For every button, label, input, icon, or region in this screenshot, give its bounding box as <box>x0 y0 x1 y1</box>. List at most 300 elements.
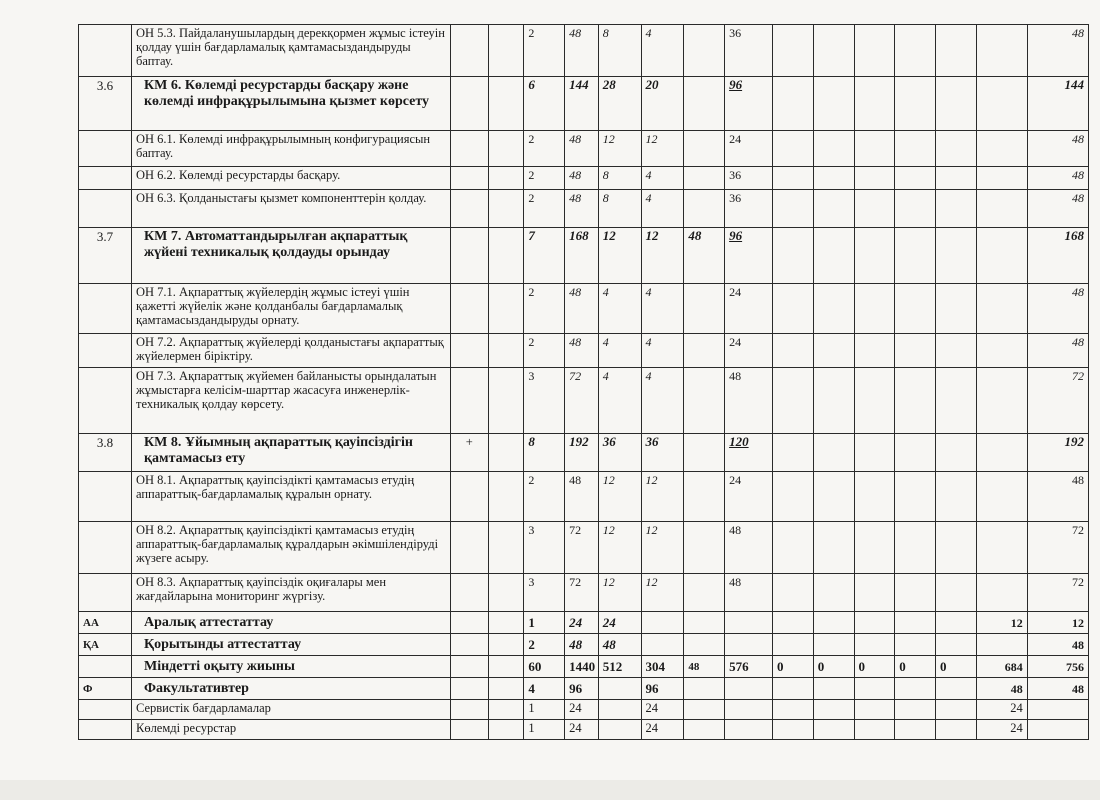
cell <box>488 190 524 228</box>
cell <box>813 131 854 167</box>
cell-credits: 2 <box>524 167 565 190</box>
cell-training: 48 <box>725 522 773 574</box>
table-row <box>79 167 1089 190</box>
cell-total: 48 <box>1027 284 1088 334</box>
cell-lab <box>684 284 725 334</box>
table-row <box>79 284 1089 334</box>
cell <box>895 612 936 634</box>
row-index <box>79 25 132 77</box>
row-index <box>79 656 132 678</box>
cell <box>976 284 1027 334</box>
cell-practice <box>641 612 684 634</box>
row-name: ОН 8.1. Ақпараттық қауіпсіздікті қамтамасыз етудің аппараттық-бағдарламалық құралын орнату. <box>131 472 450 522</box>
cell-practice: 304 <box>641 656 684 678</box>
cell <box>450 656 488 678</box>
cell-hours: 72 <box>565 368 599 434</box>
cell-hours: 192 <box>565 434 599 472</box>
row-index: ҚА <box>79 634 132 656</box>
cell <box>772 284 813 334</box>
cell: 0 <box>772 656 813 678</box>
cell-total: 48 <box>1027 678 1088 700</box>
table-row <box>79 720 1089 740</box>
cell <box>976 522 1027 574</box>
cell <box>936 472 977 522</box>
cell-hours: 48 <box>565 634 599 656</box>
cell <box>450 334 488 368</box>
cell-practice: 24 <box>641 700 684 720</box>
cell-total: 72 <box>1027 522 1088 574</box>
cell <box>813 472 854 522</box>
cell-training <box>725 612 773 634</box>
cell: 24 <box>976 700 1027 720</box>
row-index: 3.8 <box>79 434 132 472</box>
cell <box>450 228 488 284</box>
cell-theory: 4 <box>598 334 641 368</box>
cell <box>936 612 977 634</box>
cell <box>813 334 854 368</box>
cell-hours: 48 <box>565 284 599 334</box>
cell <box>772 678 813 700</box>
cell-credits: 2 <box>524 334 565 368</box>
cell-hours: 48 <box>565 472 599 522</box>
cell-hours: 48 <box>565 334 599 368</box>
cell <box>450 678 488 700</box>
cell <box>772 574 813 612</box>
cell-total: 144 <box>1027 77 1088 131</box>
row-index <box>79 368 132 434</box>
cell <box>813 77 854 131</box>
cell-training <box>725 634 773 656</box>
cell <box>450 720 488 740</box>
row-name: ОН 7.2. Ақпараттық жүйелерді қолданыстағы ақпараттық жүйелермен біріктіру. <box>131 334 450 368</box>
cell <box>854 720 895 740</box>
cell <box>772 131 813 167</box>
cell-credits: 2 <box>524 131 565 167</box>
table-row <box>79 700 1089 720</box>
cell-total: 72 <box>1027 574 1088 612</box>
cell-total: 48 <box>1027 25 1088 77</box>
cell <box>813 612 854 634</box>
cell-training <box>725 678 773 700</box>
cell-lab <box>684 368 725 434</box>
cell-theory <box>598 720 641 740</box>
cell <box>772 612 813 634</box>
cell-lab <box>684 700 725 720</box>
cell <box>976 190 1027 228</box>
cell-theory: 12 <box>598 131 641 167</box>
row-name: КМ 8. Ұйымның ақпараттық қауіпсіздігін қамтамасыз ету <box>131 434 450 472</box>
cell <box>854 228 895 284</box>
cell <box>895 434 936 472</box>
row-name: Аралық аттестаттау <box>131 612 450 634</box>
cell-lab <box>684 131 725 167</box>
cell-total: 48 <box>1027 472 1088 522</box>
cell-total: 192 <box>1027 434 1088 472</box>
table-row <box>79 522 1089 574</box>
cell-hours: 48 <box>565 190 599 228</box>
row-name: Сервистік бағдарламалар <box>131 700 450 720</box>
cell-training: 576 <box>725 656 773 678</box>
cell-practice: 20 <box>641 77 684 131</box>
cell <box>772 77 813 131</box>
cell-total: 48 <box>1027 634 1088 656</box>
cell <box>895 678 936 700</box>
cell <box>895 472 936 522</box>
cell <box>936 634 977 656</box>
cell <box>854 472 895 522</box>
cell <box>772 434 813 472</box>
cell <box>772 522 813 574</box>
cell-practice: 4 <box>641 25 684 77</box>
cell-total: 72 <box>1027 368 1088 434</box>
cell <box>895 720 936 740</box>
cell <box>488 284 524 334</box>
cell <box>450 77 488 131</box>
cell <box>854 678 895 700</box>
table-row <box>79 334 1089 368</box>
cell <box>772 167 813 190</box>
cell-theory: 28 <box>598 77 641 131</box>
cell-training: 24 <box>725 334 773 368</box>
cell-credits: 1 <box>524 720 565 740</box>
cell <box>813 368 854 434</box>
row-index <box>79 131 132 167</box>
cell-training: 36 <box>725 167 773 190</box>
cell-training: 96 <box>725 228 773 284</box>
cell-total <box>1027 700 1088 720</box>
cell-total: 48 <box>1027 131 1088 167</box>
row-name: КМ 6. Көлемді ресурстарды басқару және көлемді инфрақұрылымына қызмет көрсету <box>131 77 450 131</box>
row-name: ОН 8.2. Ақпараттық қауіпсіздікті қамтамасыз етудің аппараттық-бағдарламалық құралдарын әкімшілендіруді жүзеге асыру. <box>131 522 450 574</box>
cell-training: 120 <box>725 434 773 472</box>
cell <box>450 522 488 574</box>
cell-hours: 48 <box>565 25 599 77</box>
cell <box>936 434 977 472</box>
cell-hours: 144 <box>565 77 599 131</box>
cell <box>854 190 895 228</box>
cell-training: 96 <box>725 77 773 131</box>
cell <box>488 472 524 522</box>
cell <box>488 25 524 77</box>
cell <box>488 368 524 434</box>
cell <box>976 131 1027 167</box>
cell <box>772 472 813 522</box>
cell <box>488 522 524 574</box>
cell <box>895 334 936 368</box>
cell <box>936 284 977 334</box>
cell-practice <box>641 634 684 656</box>
cell <box>450 25 488 77</box>
cell <box>895 284 936 334</box>
cell <box>895 131 936 167</box>
row-name: ОН 8.3. Ақпараттық қауіпсіздік оқиғалары мен жағдайларына мониторинг жүргізу. <box>131 574 450 612</box>
row-name: ОН 6.1. Көлемді инфрақұрылымның конфигурациясын баптау. <box>131 131 450 167</box>
cell-training: 36 <box>725 190 773 228</box>
cell-lab <box>684 434 725 472</box>
cell-lab <box>684 720 725 740</box>
cell <box>488 656 524 678</box>
cell: 0 <box>936 656 977 678</box>
cell-theory: 8 <box>598 25 641 77</box>
cell <box>976 472 1027 522</box>
row-index <box>79 284 132 334</box>
cell-practice: 4 <box>641 284 684 334</box>
cell-lab <box>684 472 725 522</box>
cell <box>976 434 1027 472</box>
cell <box>936 720 977 740</box>
cell <box>488 167 524 190</box>
cell-theory: 36 <box>598 434 641 472</box>
cell <box>936 190 977 228</box>
cell <box>936 678 977 700</box>
cell <box>895 634 936 656</box>
row-index <box>79 720 132 740</box>
cell <box>450 190 488 228</box>
cell-theory <box>598 700 641 720</box>
cell-lab <box>684 522 725 574</box>
row-name: КМ 7. Автоматтандырылған ақпараттық жүйені техникалық қолдауды орындау <box>131 228 450 284</box>
cell <box>813 574 854 612</box>
cell <box>976 228 1027 284</box>
cell <box>854 522 895 574</box>
cell-hours: 24 <box>565 700 599 720</box>
cell-practice: 12 <box>641 574 684 612</box>
cell <box>936 700 977 720</box>
table-row-summary <box>79 678 1089 700</box>
cell-credits: 1 <box>524 700 565 720</box>
cell-training <box>725 700 773 720</box>
cell-credits: 1 <box>524 612 565 634</box>
row-name: Міндетті оқыту жиыны <box>131 656 450 678</box>
cell-theory: 8 <box>598 167 641 190</box>
cell <box>813 25 854 77</box>
cell-hours: 1440 <box>565 656 599 678</box>
cell <box>450 284 488 334</box>
cell-lab <box>684 574 725 612</box>
row-index: 3.6 <box>79 77 132 131</box>
cell <box>854 700 895 720</box>
page-bottom-margin <box>0 780 1100 800</box>
cell <box>772 334 813 368</box>
cell <box>854 368 895 434</box>
cell-training: 48 <box>725 574 773 612</box>
cell-practice: 4 <box>641 167 684 190</box>
table-row-module <box>79 77 1089 131</box>
cell <box>976 77 1027 131</box>
cell <box>772 634 813 656</box>
row-name: ОН 7.1. Ақпараттық жүйелердің жұмыс істеуі үшін қажетті жүйелік және қолданбалы бағдарламалық қамтамасыздандыруды орнату. <box>131 284 450 334</box>
row-index: Ф <box>79 678 132 700</box>
cell-theory: 4 <box>598 368 641 434</box>
cell-total: 48 <box>1027 190 1088 228</box>
cell-theory: 512 <box>598 656 641 678</box>
cell-lab <box>684 25 725 77</box>
cell <box>936 334 977 368</box>
row-index <box>79 334 132 368</box>
cell <box>936 368 977 434</box>
cell <box>895 190 936 228</box>
cell-credits: 3 <box>524 522 565 574</box>
cell: 684 <box>976 656 1027 678</box>
table-row <box>79 131 1089 167</box>
cell <box>895 167 936 190</box>
cell <box>854 284 895 334</box>
cell <box>854 167 895 190</box>
cell <box>488 678 524 700</box>
row-index <box>79 700 132 720</box>
cell <box>772 190 813 228</box>
cell <box>854 574 895 612</box>
row-index <box>79 472 132 522</box>
row-index <box>79 190 132 228</box>
cell <box>854 131 895 167</box>
cell <box>488 612 524 634</box>
cell-credits: 2 <box>524 472 565 522</box>
cell-credits: 2 <box>524 284 565 334</box>
cell-training <box>725 720 773 740</box>
cell-practice: 12 <box>641 472 684 522</box>
cell <box>488 131 524 167</box>
cell-credits: 2 <box>524 634 565 656</box>
table-row <box>79 574 1089 612</box>
cell <box>936 228 977 284</box>
cell: 12 <box>976 612 1027 634</box>
cell-total <box>1027 720 1088 740</box>
cell-hours: 24 <box>565 612 599 634</box>
cell-lab: 48 <box>684 228 725 284</box>
cell <box>813 678 854 700</box>
cell <box>813 700 854 720</box>
cell-credits: 4 <box>524 678 565 700</box>
cell-hours: 48 <box>565 131 599 167</box>
cell <box>813 634 854 656</box>
table-row <box>79 25 1089 77</box>
cell: 48 <box>976 678 1027 700</box>
cell-credits: 8 <box>524 434 565 472</box>
cell-hours: 168 <box>565 228 599 284</box>
cell <box>854 77 895 131</box>
cell-theory: 12 <box>598 522 641 574</box>
table-row <box>79 368 1089 434</box>
cell-training: 48 <box>725 368 773 434</box>
cell <box>895 574 936 612</box>
row-name: ОН 5.3. Пайдаланушылардың дерекқормен жұмыс істеуін қолдау үшін бағдарламалық қамтамасыздандыруды баптау. <box>131 25 450 77</box>
cell-hours: 72 <box>565 574 599 612</box>
cell <box>854 25 895 77</box>
cell-credits: 2 <box>524 25 565 77</box>
row-index: АА <box>79 612 132 634</box>
cell <box>450 700 488 720</box>
cell <box>895 368 936 434</box>
cell: 0 <box>854 656 895 678</box>
cell-theory: 4 <box>598 284 641 334</box>
cell-practice: 12 <box>641 131 684 167</box>
cell <box>813 284 854 334</box>
cell <box>936 522 977 574</box>
cell <box>895 522 936 574</box>
cell <box>488 700 524 720</box>
cell-practice: 24 <box>641 720 684 740</box>
cell <box>854 634 895 656</box>
cell <box>450 167 488 190</box>
row-index <box>79 522 132 574</box>
cell-lab <box>684 77 725 131</box>
row-name: ОН 6.2. Көлемді ресурстарды басқару. <box>131 167 450 190</box>
cell-total: 756 <box>1027 656 1088 678</box>
cell <box>976 574 1027 612</box>
cell <box>854 334 895 368</box>
table-row-module <box>79 434 1089 472</box>
row-name: Факультативтер <box>131 678 450 700</box>
cell-theory: 12 <box>598 472 641 522</box>
cell-training: 24 <box>725 284 773 334</box>
cell <box>976 368 1027 434</box>
cell <box>895 77 936 131</box>
cell <box>854 612 895 634</box>
cell <box>895 25 936 77</box>
cell-credits: 7 <box>524 228 565 284</box>
cell-practice: 4 <box>641 368 684 434</box>
cell <box>936 25 977 77</box>
cell <box>488 334 524 368</box>
cell-theory: 48 <box>598 634 641 656</box>
cell: 0 <box>895 656 936 678</box>
table-row-module <box>79 228 1089 284</box>
cell-theory: 12 <box>598 228 641 284</box>
cell <box>813 720 854 740</box>
cell-total: 168 <box>1027 228 1088 284</box>
table-row <box>79 190 1089 228</box>
cell <box>488 634 524 656</box>
cell-practice: 12 <box>641 228 684 284</box>
cell <box>488 574 524 612</box>
cell-theory: 24 <box>598 612 641 634</box>
cell <box>450 131 488 167</box>
cell <box>488 77 524 131</box>
cell <box>450 574 488 612</box>
cell <box>936 574 977 612</box>
cell <box>488 228 524 284</box>
cell-credits: 3 <box>524 574 565 612</box>
cell-lab <box>684 678 725 700</box>
cell-practice: 36 <box>641 434 684 472</box>
cell <box>813 434 854 472</box>
cell-total: 48 <box>1027 334 1088 368</box>
cell-total: 12 <box>1027 612 1088 634</box>
cell <box>450 472 488 522</box>
cell <box>936 167 977 190</box>
table-row-summary <box>79 612 1089 634</box>
table-row-summary <box>79 634 1089 656</box>
cell <box>772 25 813 77</box>
cell-theory: 8 <box>598 190 641 228</box>
cell <box>772 700 813 720</box>
cell <box>488 720 524 740</box>
row-name: Көлемді ресурстар <box>131 720 450 740</box>
cell <box>813 190 854 228</box>
table-row-total <box>79 656 1089 678</box>
curriculum-table <box>78 24 1089 740</box>
row-index: 3.7 <box>79 228 132 284</box>
cell-lab: 48 <box>684 656 725 678</box>
row-index <box>79 574 132 612</box>
cell-hours: 24 <box>565 720 599 740</box>
cell-hours: 96 <box>565 678 599 700</box>
cell <box>976 634 1027 656</box>
cell <box>450 368 488 434</box>
cell-training: 36 <box>725 25 773 77</box>
cell: 0 <box>813 656 854 678</box>
